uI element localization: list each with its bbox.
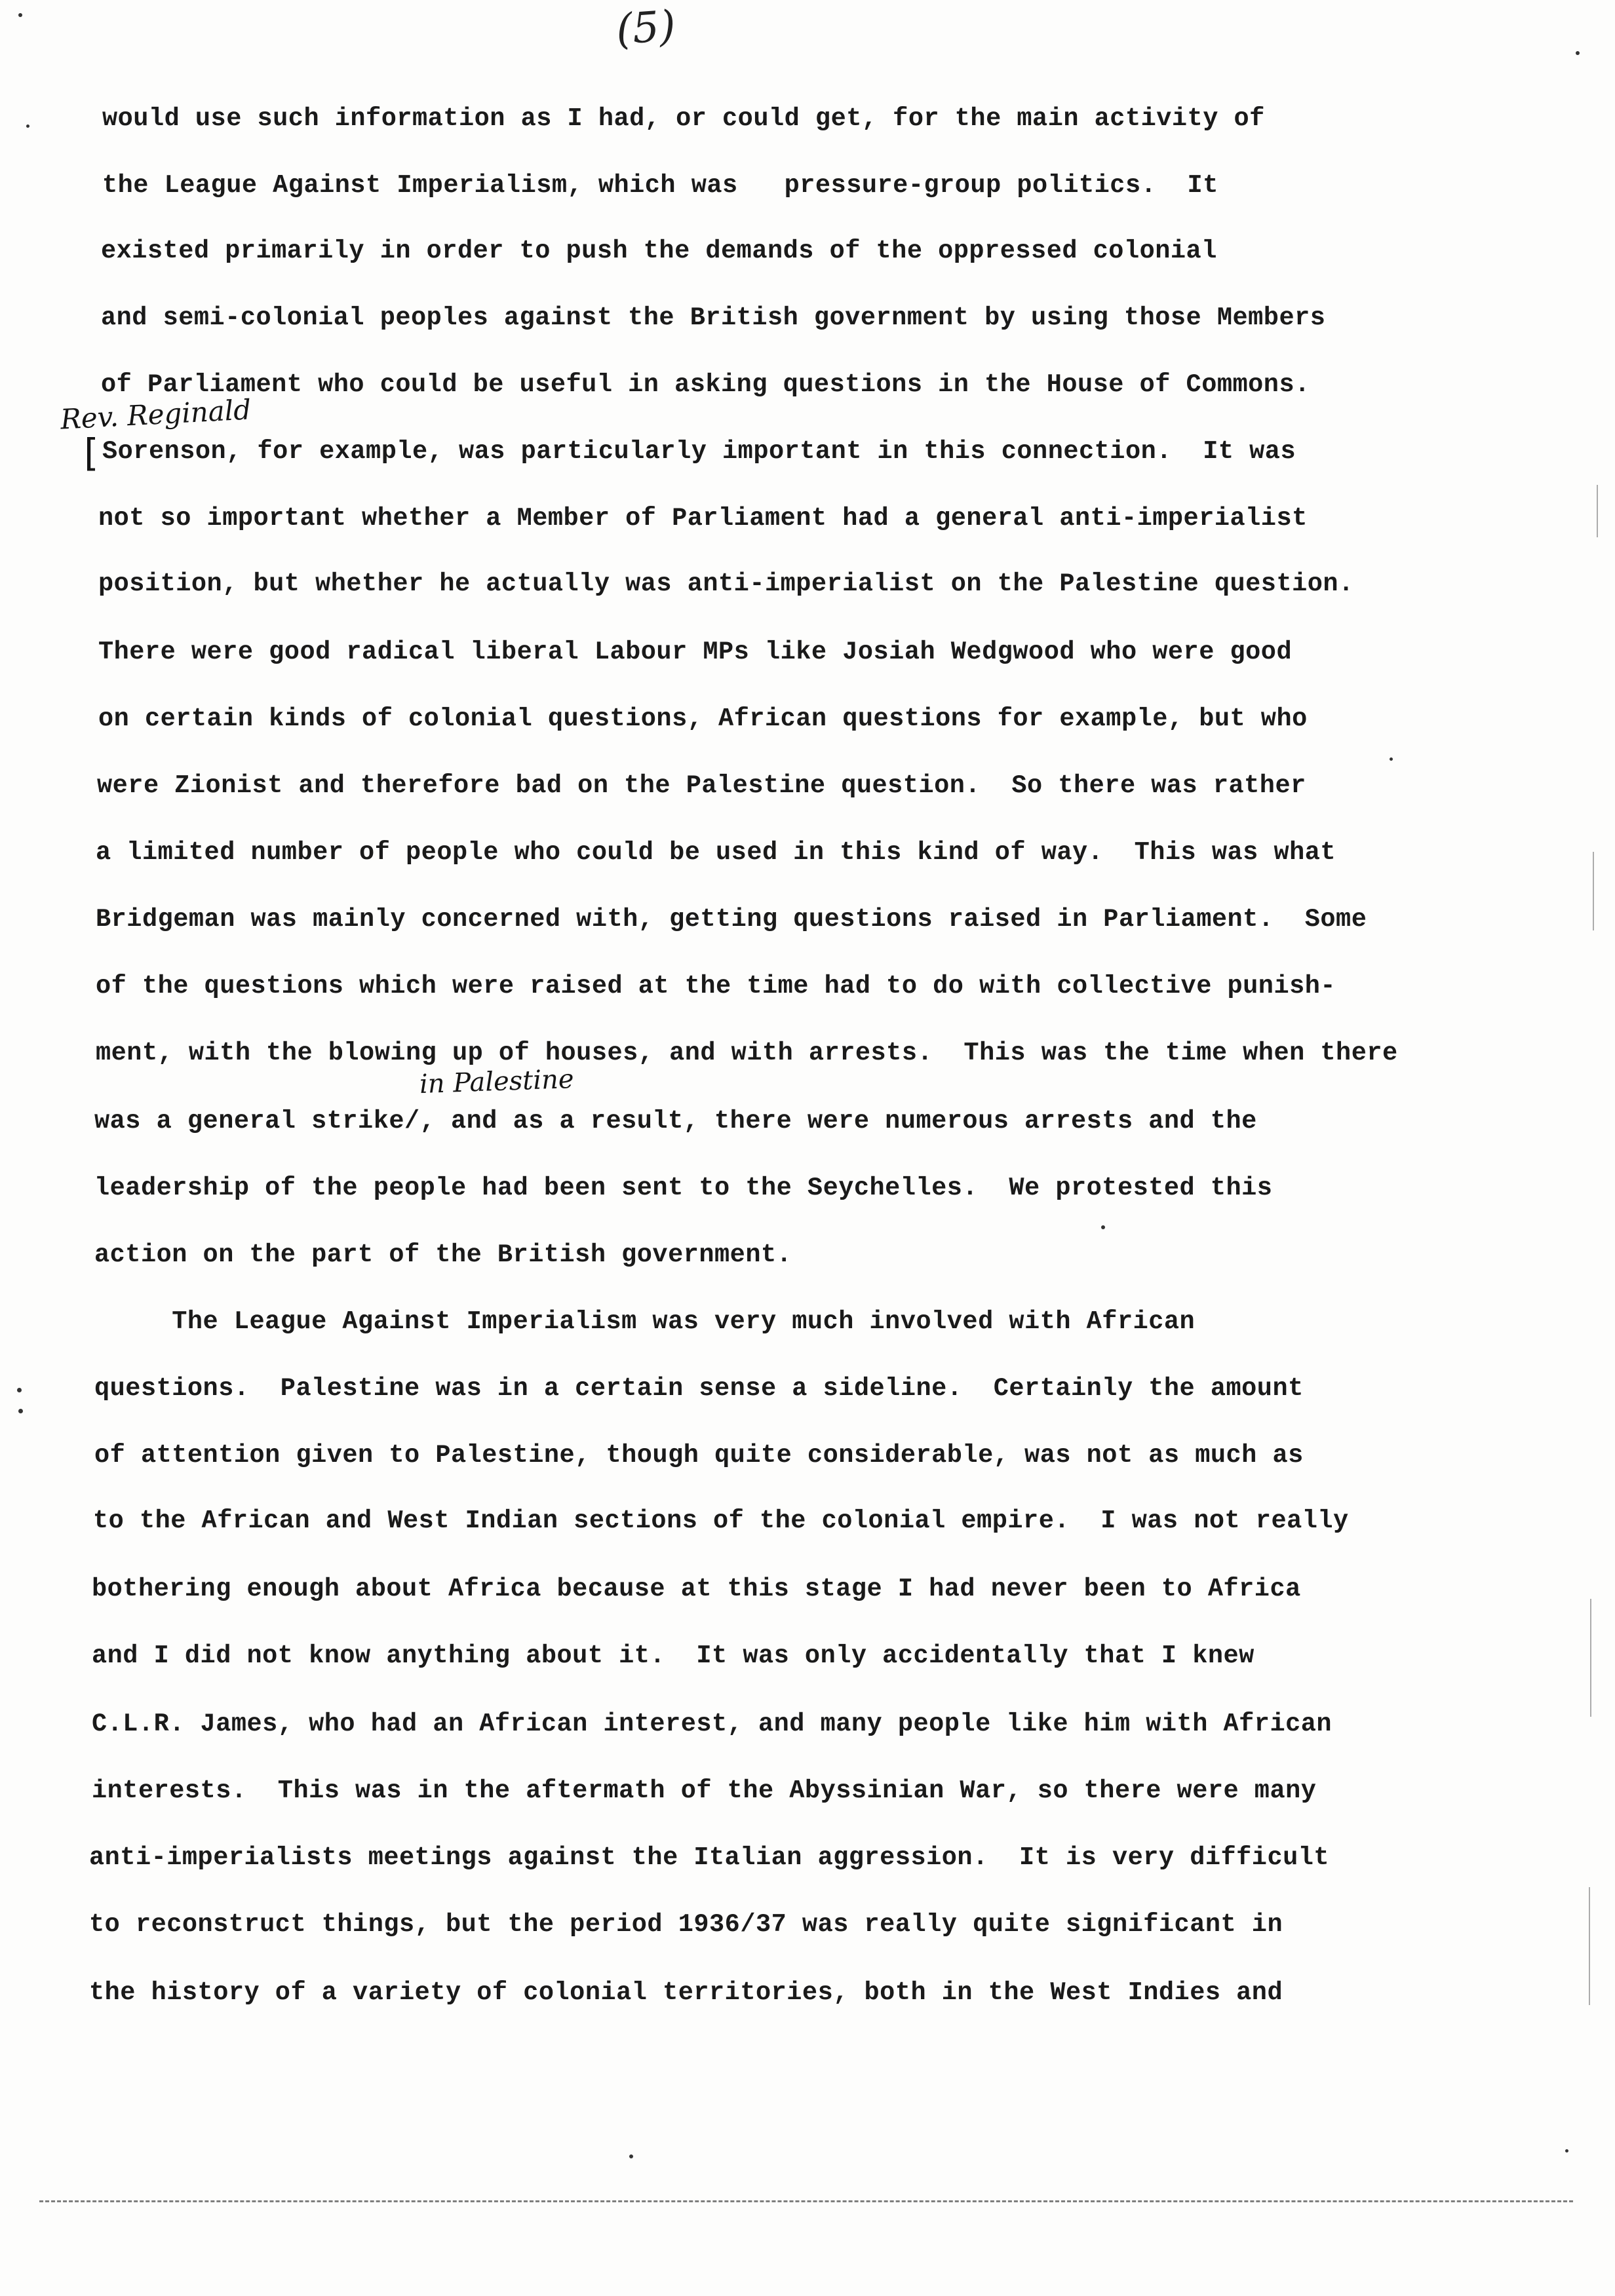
- text-line: position, but whether he actually was anti-imperialist on the Palestine question.: [98, 569, 1354, 598]
- scan-speck: [629, 2154, 633, 2158]
- scan-speck: [1390, 757, 1393, 761]
- scan-edge-mark: [1589, 1887, 1590, 2005]
- text-line: There were good radical liberal Labour MPs like Josiah Wedgwood who were good: [98, 638, 1293, 666]
- scan-speck: [1565, 2149, 1568, 2152]
- text-line: were Zionist and therefore bad on the Palestine question. So there was rather: [97, 771, 1306, 800]
- text-line: existed primarily in order to push the demands of the oppressed colonial: [101, 237, 1217, 265]
- scan-speck: [1101, 1225, 1105, 1229]
- text-line: and semi-colonial peoples against the British government by using those Members: [101, 303, 1326, 332]
- text-line: action on the part of the British government.: [94, 1240, 792, 1269]
- text-line: would use such information as I had, or could get, for the main activity of: [102, 104, 1265, 133]
- page-number: (5): [614, 1, 678, 55]
- text-line: and I did not know anything about it. It was only accidentally that I knew: [92, 1641, 1255, 1670]
- text-line: anti-imperialists meetings against the Italian aggression. It is very difficult: [89, 1843, 1330, 1872]
- text-line: interests. This was in the aftermath of the Abyssinian War, so there were many: [92, 1776, 1317, 1805]
- text-line: of attention given to Palestine, though quite considerable, was not as much as: [94, 1441, 1304, 1470]
- text-line: Sorenson, for example, was particularly important in this connection. It was: [102, 437, 1296, 466]
- scan-speck: [26, 124, 29, 128]
- text-line: a limited number of people who could be used in this kind of way. This was what: [96, 838, 1336, 867]
- scan-speck: [17, 1388, 22, 1392]
- scan-edge-mark: [1593, 852, 1594, 930]
- scan-bottom-rule: [39, 2200, 1573, 2202]
- text-line: of the questions which were raised at the time had to do with collective punish-: [96, 972, 1336, 1001]
- handwritten-insertion-rev-reginald: Rev. Reginald: [59, 393, 252, 436]
- text-line: the history of a variety of colonial territories, both in the West Indies and: [89, 1978, 1283, 2007]
- handwritten-insertion-in-palestine: in Palestine: [419, 1063, 575, 1100]
- handwritten-insertion-bracket: [: [84, 430, 99, 475]
- text-line: bothering enough about Africa because at this stage I had never been to Africa: [92, 1575, 1301, 1603]
- text-line: of Parliament who could be useful in asking questions in the House of Commons.: [101, 370, 1310, 399]
- text-line: ment, with the blowing up of houses, and with arrests. This was the time when there: [96, 1039, 1398, 1067]
- text-line: was a general strike/, and as a result, there were numerous arrests and the: [94, 1107, 1257, 1136]
- text-line: not so important whether a Member of Parliament had a general anti-imperialist: [98, 504, 1308, 533]
- scan-speck: [1576, 51, 1580, 55]
- text-line: Bridgeman was mainly concerned with, getting questions raised in Parliament. Some: [96, 905, 1367, 934]
- scan-speck: [18, 13, 22, 17]
- text-line: on certain kinds of colonial questions, African questions for example, but who: [98, 704, 1308, 733]
- text-line: C.L.R. James, who had an African interest, and many people like him with African: [92, 1710, 1333, 1738]
- text-line: to reconstruct things, but the period 1936/37 was really quite significant in: [89, 1910, 1283, 1939]
- scan-edge-mark: [1590, 1599, 1591, 1717]
- scan-speck: [18, 1409, 23, 1413]
- text-line: to the African and West Indian sections of the colonial empire. I was not really: [93, 1506, 1349, 1535]
- text-line: the League Against Imperialism, which was pressure-group politics. It: [102, 171, 1218, 200]
- scan-edge-mark: [1597, 485, 1598, 537]
- text-line: The League Against Imperialism was very much involved with African: [94, 1307, 1196, 1336]
- text-line: questions. Palestine was in a certain sense a sideline. Certainly the amount: [94, 1374, 1304, 1403]
- text-line: leadership of the people had been sent to the Seychelles. We protested this: [94, 1174, 1273, 1202]
